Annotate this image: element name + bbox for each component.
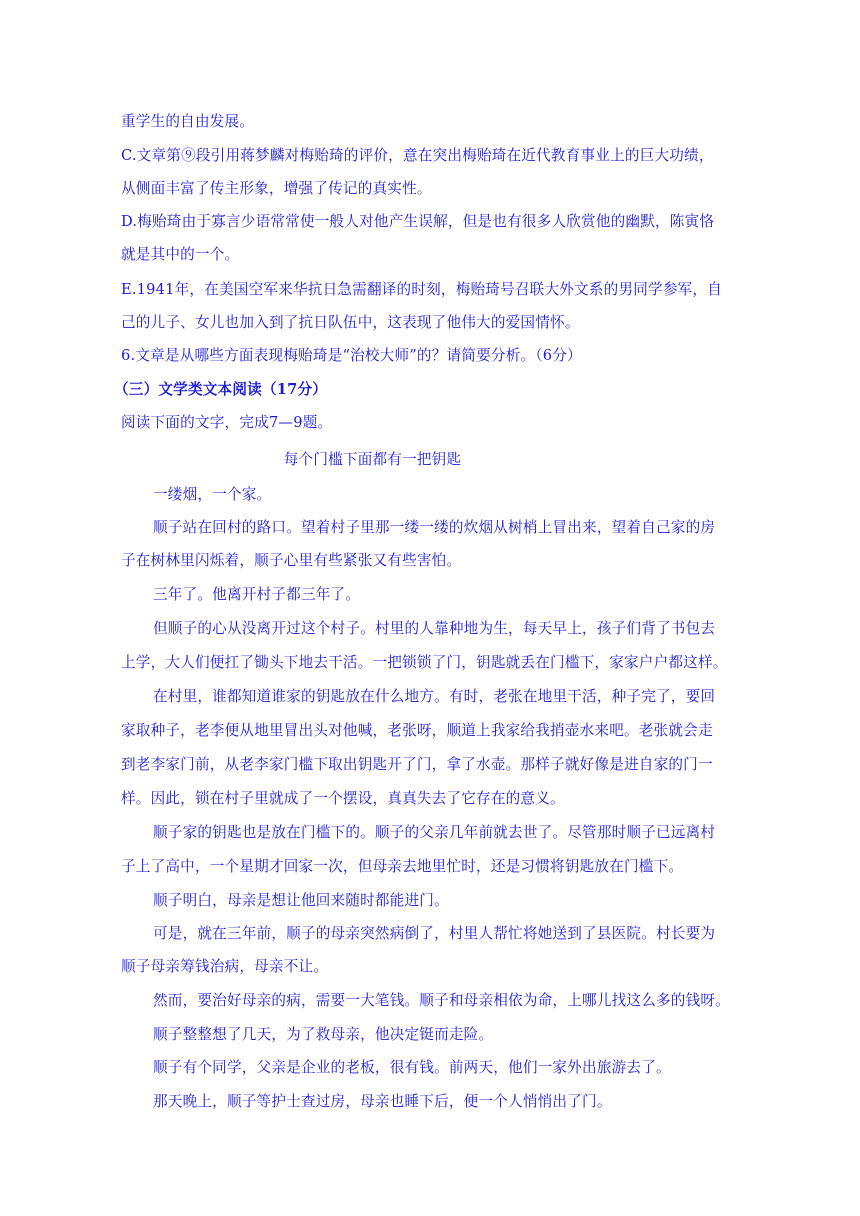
paragraph-line: 顺子母亲筹钱治病，母亲不让。: [121, 958, 329, 975]
text-line: 从侧面丰富了传主形象，增强了传记的真实性。: [121, 180, 432, 197]
paragraph-line: 然而，要治好母亲的病，需要一大笔钱。顺子和母亲相依为命，上哪儿找这么多的钱呀。: [153, 992, 730, 1009]
paragraph-line: 子在树林里闪烁着，顺子心里有些紧张又有些害怕。: [121, 552, 462, 569]
section-heading: （三）文学类文本阅读（17分）: [114, 381, 328, 398]
paragraph-line: 到老李家门前，从老李家门槛下取出钥匙开了门，拿了水壶。那样子就好像是进自家的门一: [121, 756, 713, 773]
paragraph-line: 但顺子的心从没离开过这个村子。村里的人靠种地为生，每天早上，孩子们背了书包去: [153, 620, 716, 637]
paragraph-line: 上学，大人们便扛了锄头下地去干活。一把锁锁了门，钥匙就丢在门槛下，家家户户都这样。: [121, 654, 728, 671]
paragraph-line: 家取种子，老李便从地里冒出头对他喊，老张呀，顺道上我家给我捎壶水来吧。老张就会走: [121, 722, 713, 739]
question-6: 6.文章是从哪些方面表现梅贻琦是“治校大师”的？请简要分析。（6分）: [121, 347, 582, 364]
story-title: 每个门槛下面都有一把钥匙: [283, 451, 462, 468]
paragraph-line: 顺子站在回村的路口。望着村子里那一缕一缕的炊烟从树梢上冒出来，望着自己家的房: [153, 519, 716, 536]
paragraph-line: 三年了。他离开村子都三年了。: [153, 586, 361, 603]
paragraph-line: 那天晚上，顺子等护士查过房，母亲也睡下后，便一个人悄悄出了门。: [153, 1093, 612, 1110]
paragraph-line: 一缕烟，一个家。: [153, 486, 272, 503]
option-d-line: D.梅贻琦由于寡言少语常常使一般人对他产生误解，但是也有很多人欣赏他的幽默，陈寅恪: [121, 213, 715, 230]
option-e-line: E.1941年，在美国空军来华抗日急需翻译的时刻，梅贻琦号召联大外文系的男同学参军，自: [121, 281, 723, 298]
paragraph-line: 可是，就在三年前，顺子的母亲突然病倒了，村里人帮忙将她送到了县医院。村长要为: [153, 925, 716, 942]
text-line: 重学生的自由发展。: [121, 113, 255, 130]
paragraph-line: 样。因此，锁在村子里就成了一个摆设，真真失去了它存在的意义。: [121, 790, 565, 807]
paragraph-line: 在村里，谁都知道谁家的钥匙放在什么地方。有时，老张在地里干活，种子完了，要回: [153, 688, 716, 705]
paragraph-line: 子上了高中，一个星期才回家一次，但母亲去地里忙时，还是习惯将钥匙放在门槛下。: [121, 858, 684, 875]
paragraph-line: 顺子明白，母亲是想让他回来随时都能进门。: [153, 892, 449, 909]
option-c-line: C.文章第⑨段引用蒋梦麟对梅贻琦的评价，意在突出梅贻琦在近代教育事业上的巨大功绩，: [121, 147, 714, 164]
reading-instruction: 阅读下面的文字，完成7—9题。: [121, 414, 333, 431]
paragraph-line: 顺子整整想了几天，为了救母亲，他决定铤而走险。: [153, 1026, 494, 1043]
paragraph-line: 顺子家的钥匙也是放在门槛下的。顺子的父亲几年前就去世了。尽管那时顺子已远离村: [153, 824, 716, 841]
paragraph-line: 顺子有个同学，父亲是企业的老板，很有钱。前两天，他们一家外出旅游去了。: [153, 1059, 671, 1076]
text-line: 己的儿子、女儿也加入到了抗日队伍中，这表现了他伟大的爱国情怀。: [121, 314, 580, 331]
text-line: 就是其中的一个。: [121, 246, 240, 263]
